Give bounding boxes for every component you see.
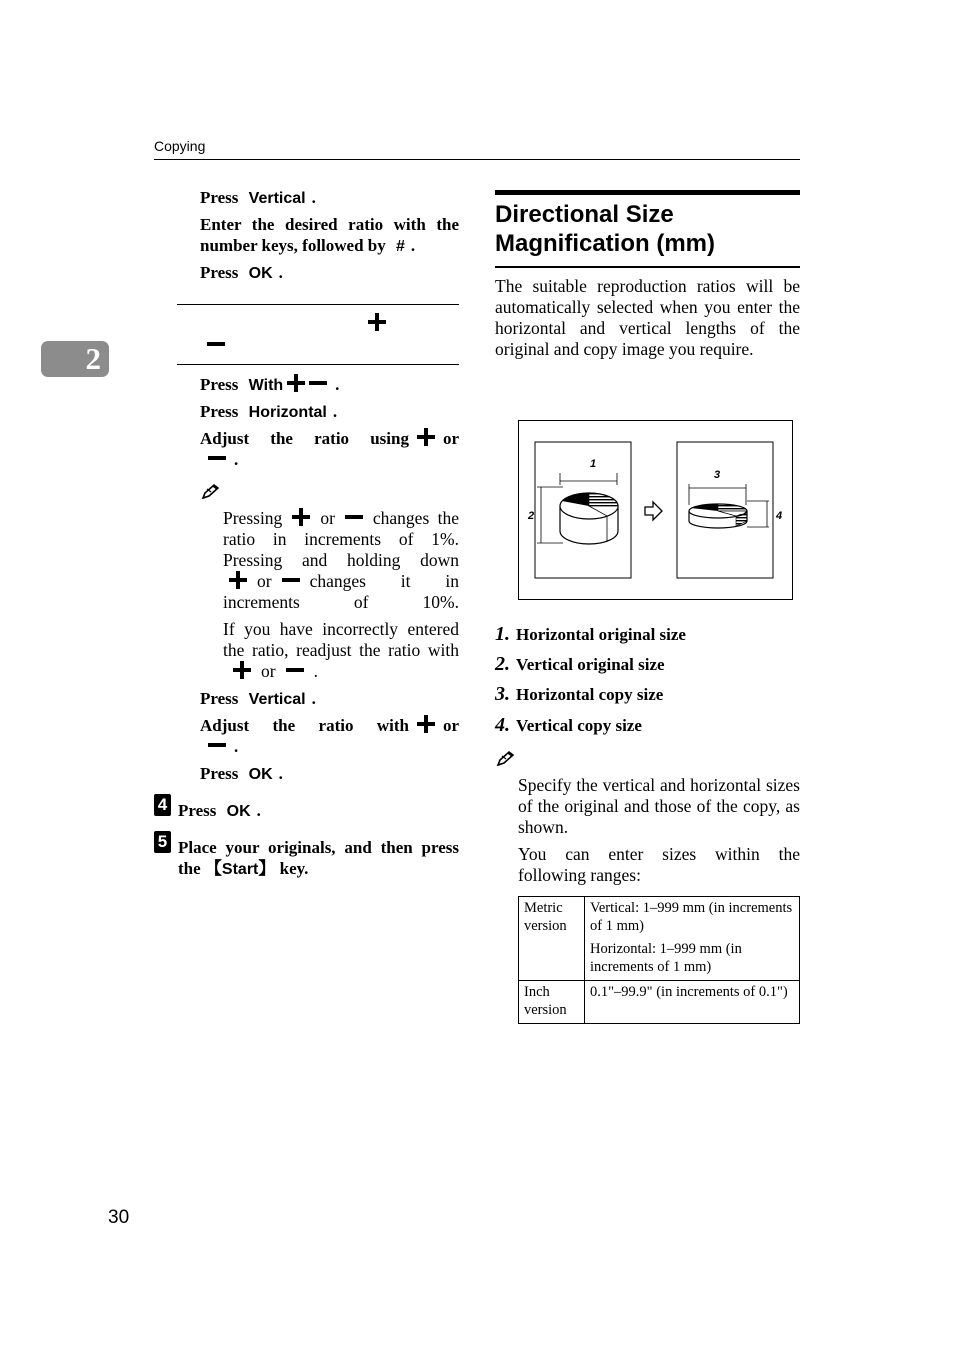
or-text: or <box>442 716 459 735</box>
note-line-hold <box>223 571 459 613</box>
figure-label-2: 2 <box>528 510 535 522</box>
table-cell-label: Inch version <box>519 981 585 1024</box>
page-number: 30 <box>108 1207 130 1228</box>
legend-label: Horizontal original size <box>516 625 686 644</box>
minus-icon <box>208 736 226 754</box>
substep-text: Press <box>200 764 243 783</box>
substep-adjust-with <box>200 715 459 736</box>
plus-icon <box>368 313 386 331</box>
substep-text: Press <box>200 188 243 207</box>
table-cell-label: Metric version <box>519 897 585 981</box>
note-text: If you have incorrectly entered the ratio, readjust the ratio with <box>223 619 459 660</box>
substep-suffix: . <box>234 737 239 756</box>
metric-vertical-range: Vertical: 1–999 mm (in increments of 1 mm) <box>590 900 793 934</box>
table-row <box>519 897 800 981</box>
substep-suffix: . <box>410 236 416 255</box>
note-pencil-icon <box>495 750 515 768</box>
minus-icon <box>208 449 226 467</box>
or-text: or <box>442 429 459 448</box>
substep-text: Press <box>200 689 243 708</box>
horizontal-key: Horizontal <box>248 404 327 421</box>
note-paragraph-2: You can enter sizes within the following ranges: <box>518 844 800 885</box>
substep-suffix: . <box>335 375 340 394</box>
substep-adjust-using-line2 <box>200 449 238 470</box>
note-paragraph-2-left <box>223 619 459 682</box>
substep-text: Press <box>200 402 243 421</box>
step-suffix: . <box>256 801 261 820</box>
step-text: Press <box>178 801 221 820</box>
ok-key: OK <box>248 766 273 783</box>
legend-item-4 <box>495 715 642 736</box>
plus-icon <box>417 428 435 446</box>
plus-icon <box>233 661 251 679</box>
legend-label: Vertical original size <box>516 655 665 674</box>
section-title-underline <box>495 266 800 268</box>
minus-icon <box>286 661 304 679</box>
substep-enter-ratio <box>200 214 459 257</box>
note-line-1 <box>223 508 459 571</box>
section-title-bar <box>495 190 800 195</box>
step-text: Place your originals, and then press the <box>178 838 459 878</box>
legend-item-1 <box>495 624 686 645</box>
step-number-4: 4 <box>154 794 171 816</box>
substep-suffix: . <box>311 188 316 207</box>
plus-icon <box>229 571 247 589</box>
substep-press-horizontal <box>200 401 459 423</box>
substep-suffix: . <box>234 450 239 469</box>
substep-adjust-using <box>200 428 459 449</box>
plus-icon <box>292 508 310 526</box>
subheading-bottom-rule <box>177 364 459 365</box>
figure-label-1: 1 <box>590 458 597 470</box>
substep-suffix: . <box>311 689 316 708</box>
legend-number: 4. <box>495 714 510 736</box>
magnification-figure <box>518 420 793 600</box>
legend-number: 3. <box>495 683 510 705</box>
metric-horizontal-range: Horizontal: 1–999 mm (in increments of 1 mm) <box>590 941 742 975</box>
table-cell-value <box>585 897 800 981</box>
step-4-text <box>178 800 459 822</box>
ranges-table <box>518 896 800 1024</box>
note-suffix: . <box>313 661 318 681</box>
plus-icon <box>287 374 305 392</box>
substep-suffix: . <box>278 263 283 282</box>
substep-text: Adjust the ratio using <box>200 429 409 448</box>
step-5-text <box>178 837 459 880</box>
substep-press-vertical-2 <box>200 688 459 710</box>
chapter-tab: 2 <box>41 341 109 377</box>
substep-text: Press <box>200 375 243 394</box>
substep-text: Press <box>200 263 243 282</box>
figure-label-3: 3 <box>714 469 721 481</box>
substep-adjust-with-line2 <box>200 736 238 757</box>
start-key: Start <box>221 861 259 878</box>
legend-item-3 <box>495 684 663 705</box>
or-text: or <box>320 508 335 528</box>
note-paragraph-1: Specify the vertical and horizontal sizes of the original and those of the copy, as shown. <box>518 775 800 837</box>
or-text: or <box>261 661 276 681</box>
section-intro: The suitable reproduction ratios will be automatically selected when you enter the horizontal and vertical lengths of the original and copy image you require. <box>495 276 800 359</box>
legend-number: 2. <box>495 653 510 675</box>
substep-suffix: . <box>332 402 338 421</box>
substep-text: Enter the desired ratio with the number keys, followed by <box>200 215 459 255</box>
legend-label: Vertical copy size <box>516 716 642 735</box>
legend-item-2 <box>495 654 665 675</box>
figure-label-4: 4 <box>776 510 783 522</box>
minus-icon <box>345 508 363 526</box>
step-text: key. <box>275 859 309 878</box>
substep-text: Adjust the ratio with <box>200 716 409 735</box>
note-text: changes the ratio in increments of 1%. Pressing and holding down <box>223 508 459 570</box>
substep-press-vertical <box>200 187 459 209</box>
vertical-key: Vertical <box>248 190 306 207</box>
subheading-top-rule <box>177 304 459 305</box>
plus-icon <box>417 715 435 733</box>
note-pencil-icon <box>200 483 220 501</box>
substep-press-ok-2 <box>200 763 459 785</box>
hash-key: # <box>396 238 405 255</box>
table-cell-value: 0.1"–99.9" (in increments of 0.1") <box>585 981 800 1024</box>
minus-icon <box>309 374 327 392</box>
section-title: Directional Size Magnification (mm) <box>495 201 715 257</box>
note-text: changes it in increments of 10%. <box>223 571 459 612</box>
step-number-5: 5 <box>154 831 171 853</box>
vertical-key: Vertical <box>248 691 306 708</box>
legend-number: 1. <box>495 623 510 645</box>
substep-suffix: . <box>278 764 283 783</box>
ok-key: OK <box>248 265 273 282</box>
or-text: or <box>257 571 272 591</box>
minus-icon <box>282 571 300 589</box>
legend-label: Horizontal copy size <box>516 685 664 704</box>
with-key: With <box>248 377 284 394</box>
header-rule <box>154 159 800 160</box>
minus-icon <box>207 335 225 353</box>
running-header: Copying <box>154 138 206 154</box>
figure-drawing <box>519 421 792 599</box>
table-row <box>519 981 800 1024</box>
note-text: Pressing <box>223 508 283 528</box>
substep-press-with <box>200 374 459 396</box>
substep-press-ok <box>200 262 459 284</box>
key-bracket: 】 <box>258 859 276 878</box>
key-bracket: 【 <box>204 859 222 878</box>
ok-key: OK <box>226 803 251 820</box>
